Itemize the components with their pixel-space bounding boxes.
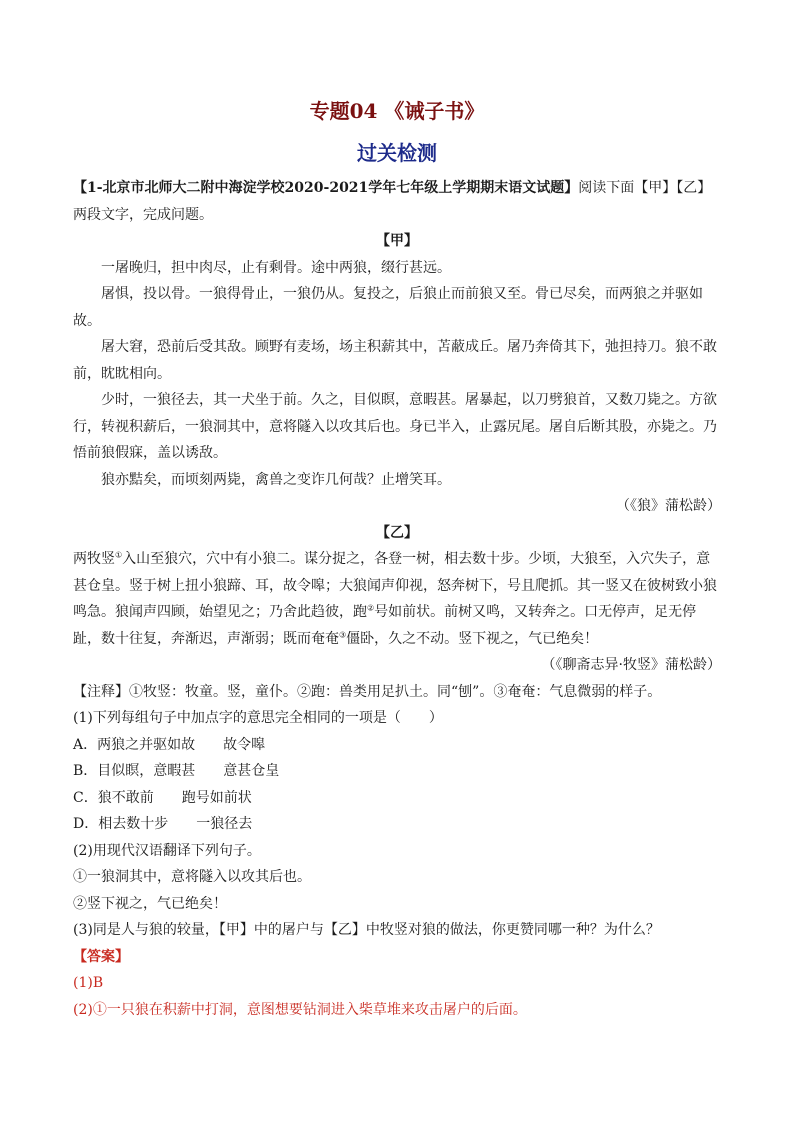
passage-jia-label: 【甲】 bbox=[376, 233, 418, 249]
instruction-text: 阅读下面【甲】【乙】两段文字，完成问题。 bbox=[73, 180, 712, 223]
passage-yi-label: 【乙】 bbox=[376, 524, 418, 541]
page-title: 专题04 《诫子书》 bbox=[309, 99, 485, 123]
translation-item: ②竖下视之，气已绝矣！ bbox=[73, 895, 227, 912]
passage-yi-attribution: （《聊斋志异·牧竖》蒲松龄） bbox=[541, 657, 721, 673]
answer-2: (2)①一只狼在积薪中打洞，意图想要钻洞进入柴草堆来攻击屠户的后面。 bbox=[73, 1001, 527, 1018]
passage-yi-segment: 入山至狼穴，穴中有小狼二。谋分捉之，各登一树，相去数十步。少顷，大狼至，入穴失子，意甚仓皇。竖于树上扭小狼蹄、耳，故令嗥；大狼闻声仰视，怒奔树下，号且爬抓。其一竖又在彼树致小狼鸣急。狼闻声四顾，始望见之；乃舍此趋彼，跑 bbox=[73, 551, 717, 620]
passage-yi-text bbox=[73, 546, 721, 652]
question-1: (1)下列每组句子中加点字的意思完全相同的一项是（ ） bbox=[73, 710, 443, 726]
passage-jia-paragraph: 屠惧，投以骨。一狼得骨止，一狼仍从。复投之，后狼止而前狼又至。骨已尽矣，而两狼之并驱如故。 bbox=[73, 286, 703, 329]
passage-jia-paragraph: 一屠晚归，担中肉尽，止有剩骨。途中两狼，缀行甚远。 bbox=[101, 259, 451, 276]
passage-jia-attribution: （《狼》蒲松龄） bbox=[616, 498, 721, 514]
passage-jia-paragraph: 狼亦黠矣，而顷刻两毙，禽兽之变诈几何哉？止增笑耳。 bbox=[101, 471, 451, 488]
question-option: D．相去数十步 一狼径去 bbox=[73, 816, 253, 832]
note-marker: ① bbox=[115, 550, 123, 560]
question-option: C．狼不敢前 跑号如前状 bbox=[73, 789, 252, 806]
answer-label: 【答案】 bbox=[73, 948, 129, 965]
passage-jia-paragraph: 少时，一狼径去，其一犬坐于前。久之，目似瞑，意暇甚。屠暴起，以刀劈狼首，又数刀毙之。方欲行，转视积薪后，一狼洞其中，意将隧入以攻其后也。身已半入，止露尻尾。屠自后断其股，亦毙之。乃悟前狼假寐，盖以诱敌。 bbox=[73, 392, 717, 461]
question-3: (3)同是人与狼的较量，【甲】中的屠户与【乙】中牧竖对狼的做法，你更赞同哪一种？为什么？ bbox=[73, 922, 660, 938]
question-option: B．目似瞑，意暇甚 意甚仓皇 bbox=[73, 763, 280, 779]
source-line bbox=[73, 175, 721, 228]
passage-yi-segment: 号如前状。前树又鸣，又转奔之。口无停声，足无停趾，数十往复，奔渐迟，声渐弱；既而奄奄 bbox=[73, 604, 697, 647]
document-content bbox=[73, 93, 721, 1023]
note-marker: ③ bbox=[339, 629, 347, 639]
question-option: A．两狼之并驱如故 故令嗥 bbox=[73, 736, 266, 753]
translation-item: ①一狼洞其中，意将隧入以攻其后也。 bbox=[73, 869, 311, 885]
passage-yi-segment: 僵卧，久之不动。竖下视之，气已绝矣！ bbox=[346, 630, 599, 647]
note-marker: ② bbox=[367, 603, 375, 613]
page-subtitle: 过关检测 bbox=[357, 141, 437, 165]
passage-jia-paragraph: 屠大窘，恐前后受其敌。顾野有麦场，场主积薪其中，苫蔽成丘。屠乃奔倚其下，弛担持刀。狼不敢前，眈眈相向。 bbox=[73, 339, 717, 382]
question-2: (2)用现代汉语翻译下列句子。 bbox=[73, 842, 261, 859]
source-reference: 【1-北京市北师大二附中海淀学校2020-2021学年七年级上学期期末语文试题】 bbox=[73, 180, 579, 196]
passage-yi-segment: 两牧竖 bbox=[73, 551, 115, 567]
answer-1: (1)B bbox=[73, 975, 104, 991]
annotation-notes: 【注释】①牧竖：牧童。竖，童仆。②跑：兽类用足扒土。同“刨”。③奄奄：气息微弱的样子。 bbox=[73, 683, 662, 700]
